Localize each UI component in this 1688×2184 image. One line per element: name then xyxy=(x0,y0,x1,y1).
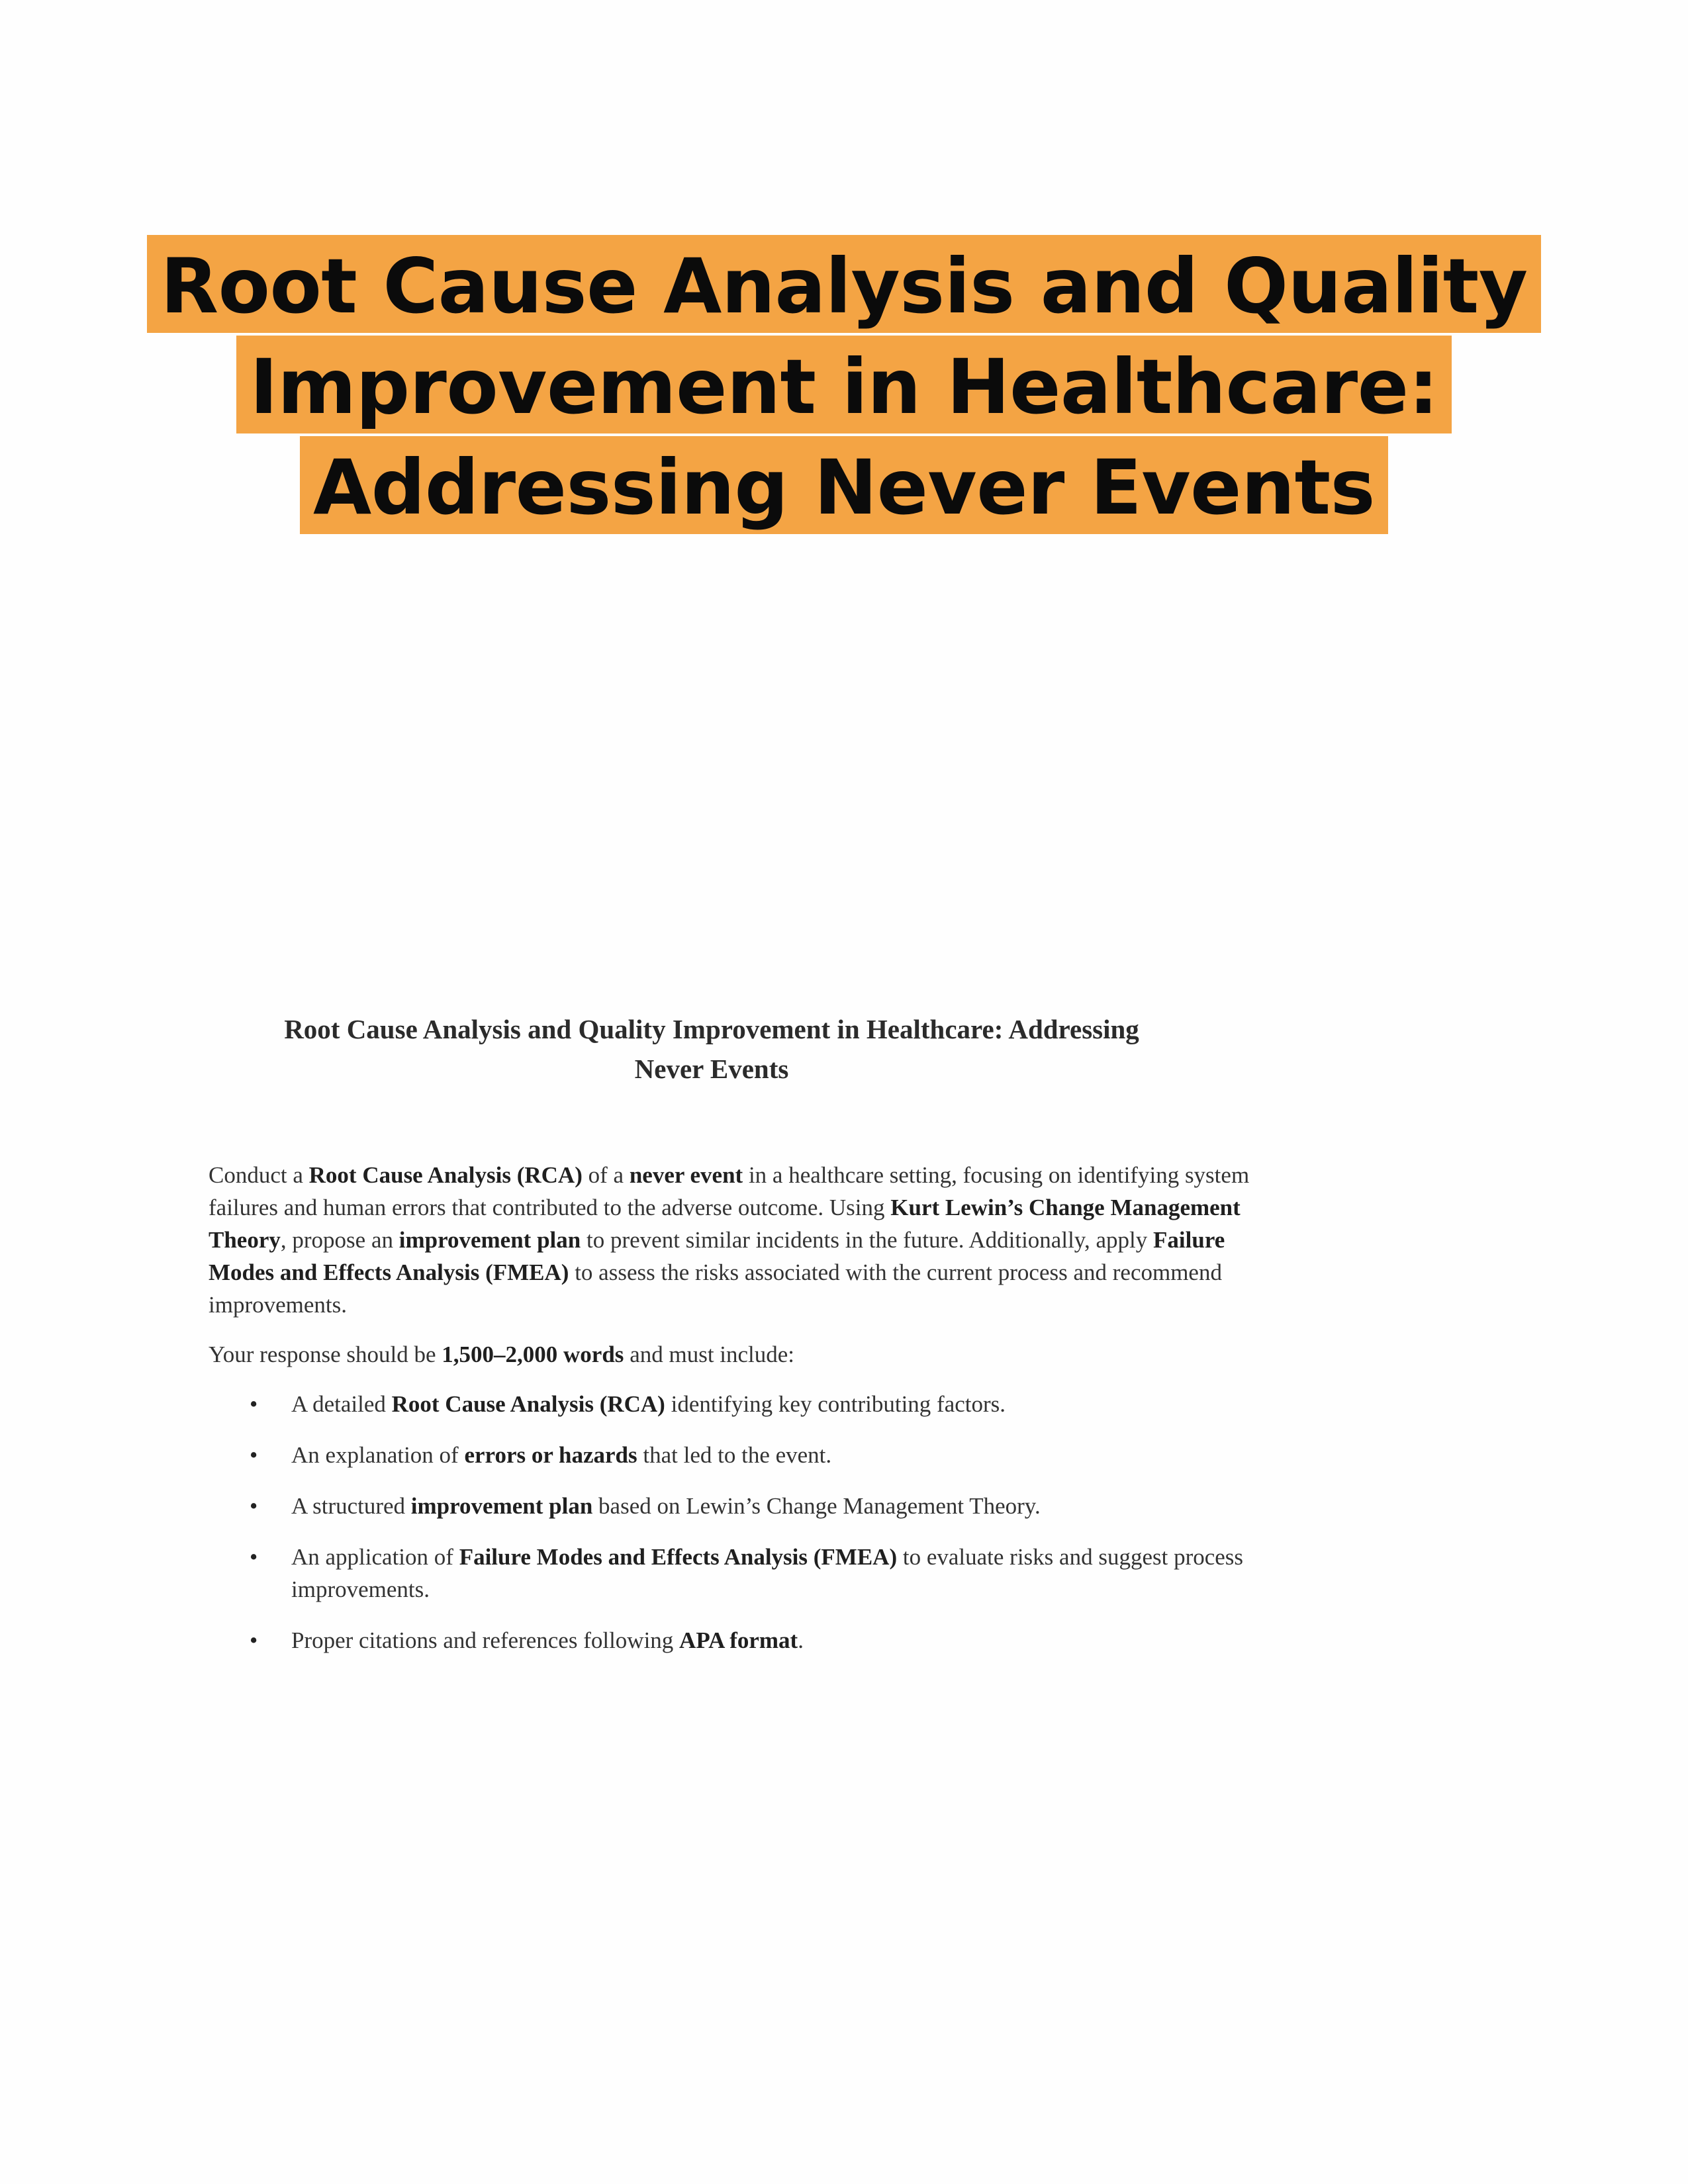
bold-text-run: Root Cause Analysis (RCA) xyxy=(391,1391,665,1417)
list-item xyxy=(209,1439,1261,1471)
bold-text-run: improvement plan xyxy=(399,1227,581,1253)
text-run: that led to the event. xyxy=(637,1442,832,1468)
list-item xyxy=(209,1541,1261,1606)
requirement-paragraph xyxy=(209,1338,1261,1371)
text-run: of a xyxy=(582,1162,630,1188)
text-run: and must include: xyxy=(624,1342,795,1367)
text-run: to prevent similar incidents in the future. Additionally, apply xyxy=(581,1227,1154,1253)
requirements-list xyxy=(209,1388,1261,1657)
intro-paragraph xyxy=(209,1159,1261,1321)
bold-text-run: improvement plan xyxy=(410,1493,593,1519)
bullet-icon: • xyxy=(250,1544,258,1570)
document-title-line-2: Never Events xyxy=(634,1054,789,1084)
text-run: A detailed xyxy=(291,1391,392,1417)
document-title-line-1: Root Cause Analysis and Quality Improvement in Healthcare: Addressing xyxy=(284,1014,1139,1044)
bold-text-run: Failure Modes and Effects Analysis (FMEA) xyxy=(209,1227,1225,1285)
bullet-icon: • xyxy=(250,1627,258,1653)
document-title xyxy=(209,1009,1261,1089)
text-run: Proper citations and references following xyxy=(291,1627,680,1653)
text-run: based on Lewin’s Change Management Theory. xyxy=(592,1493,1041,1519)
bullet-icon: • xyxy=(250,1442,258,1468)
bullet-icon: • xyxy=(250,1391,258,1417)
text-run: A structured xyxy=(291,1493,411,1519)
list-item xyxy=(209,1388,1261,1420)
text-run: identifying key contributing factors. xyxy=(665,1391,1006,1417)
text-run: , propose an xyxy=(280,1227,399,1253)
highlighted-title xyxy=(0,235,1688,537)
text-run: to evaluate risks and suggest process improvements. xyxy=(291,1544,1244,1602)
text-run: Your response should be xyxy=(209,1342,442,1367)
list-item xyxy=(209,1624,1261,1657)
bold-text-run: APA format xyxy=(679,1627,798,1653)
title-line-3: Addressing Never Events xyxy=(300,436,1388,534)
bold-text-run: Failure Modes and Effects Analysis (FMEA) xyxy=(459,1544,898,1570)
text-run: . xyxy=(798,1627,804,1653)
text-run: Conduct a xyxy=(209,1162,309,1188)
bold-text-run: Root Cause Analysis (RCA) xyxy=(308,1162,583,1188)
title-line-2: Improvement in Healthcare: xyxy=(236,336,1451,433)
assignment-document-image xyxy=(209,1009,1261,1675)
bold-text-run: never event xyxy=(629,1162,743,1188)
bold-text-run: Kurt Lewin’s Change Management Theory xyxy=(209,1195,1241,1253)
text-run: in a healthcare setting, focusing on identifying system failures and human errors that contributed to the adverse outcome. Using xyxy=(209,1162,1250,1220)
text-run: An application of xyxy=(291,1544,459,1570)
title-line-1: Root Cause Analysis and Quality xyxy=(147,235,1540,333)
bold-text-run: errors or hazards xyxy=(464,1442,637,1468)
list-item xyxy=(209,1490,1261,1522)
bold-text-run: 1,500–2,000 words xyxy=(442,1342,624,1367)
text-run: to assess the risks associated with the current process and recommend improvements. xyxy=(209,1259,1222,1318)
text-run: An explanation of xyxy=(291,1442,465,1468)
bullet-icon: • xyxy=(250,1493,258,1519)
